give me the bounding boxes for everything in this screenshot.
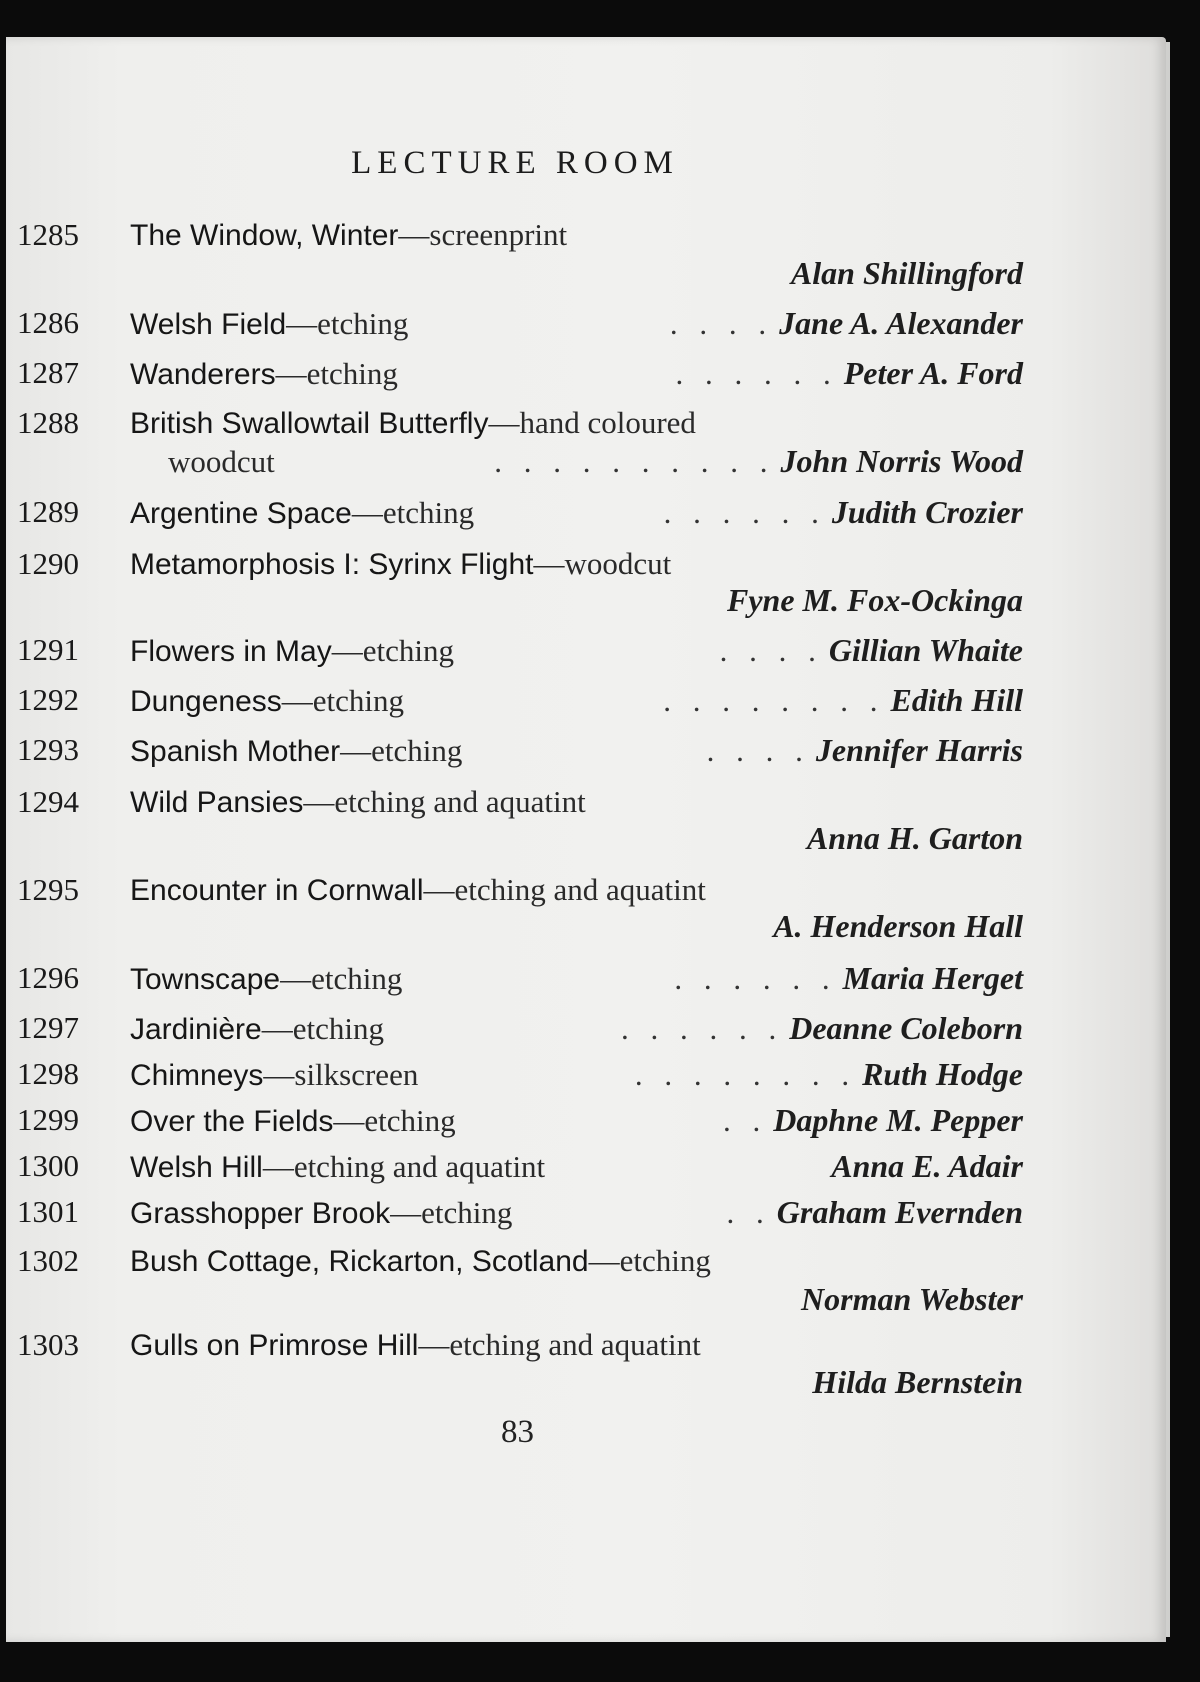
entry-number: 1296 bbox=[17, 960, 79, 995]
entry-artist: Peter A. Ford bbox=[843, 355, 1023, 391]
entry-number: 1285 bbox=[17, 217, 79, 252]
leader-dots: . . . . bbox=[719, 633, 823, 668]
leader-dots: . . . . bbox=[669, 306, 774, 341]
entry-title-line bbox=[130, 217, 1023, 253]
section-heading: LECTURE ROOM bbox=[351, 145, 679, 181]
entry-artist: Edith Hill bbox=[890, 682, 1023, 718]
entry-title: Dungeness bbox=[130, 685, 282, 718]
entry-title: Grasshopper Brook bbox=[130, 1197, 391, 1230]
entry-artist: Anna E. Adair bbox=[831, 1148, 1023, 1184]
entry-number: 1290 bbox=[17, 546, 79, 581]
entry-number: 1303 bbox=[17, 1327, 79, 1362]
entry-number: 1293 bbox=[17, 732, 79, 767]
entry-title: Wild Pansies bbox=[130, 786, 304, 819]
entry-title-line bbox=[130, 355, 1023, 392]
entry-medium: —woodcut bbox=[533, 546, 672, 581]
entry-title-line bbox=[130, 872, 1023, 908]
entry-medium: —etching bbox=[331, 633, 454, 668]
entry-title: Over the Fields bbox=[130, 1105, 334, 1138]
entry-medium: —etching and aquatint bbox=[262, 1149, 546, 1184]
entry-medium: —etching and aquatint bbox=[303, 784, 586, 819]
leader-dots: . . . . . . bbox=[675, 356, 838, 391]
entry-artist: Anna H. Garton bbox=[806, 820, 1023, 856]
leader-dots: . . . . . . . . bbox=[634, 1057, 857, 1092]
entry-title-line bbox=[130, 1148, 1023, 1185]
entry-title: Chimneys bbox=[130, 1059, 264, 1092]
entry-title-line bbox=[130, 305, 1023, 342]
entry-medium: —etching bbox=[390, 1195, 513, 1230]
entry-artist: Jennifer Harris bbox=[815, 732, 1023, 768]
entry-title-line bbox=[130, 494, 1023, 531]
entry-artist: Graham Evernden bbox=[776, 1194, 1023, 1230]
entry-artist: Daphne M. Pepper bbox=[773, 1102, 1023, 1138]
leader-dots: . . bbox=[726, 1195, 771, 1230]
entry-title-line bbox=[130, 1056, 1023, 1093]
entry-title: Welsh Hill bbox=[130, 1151, 263, 1184]
entry-medium: —etching and aquatint bbox=[418, 1327, 701, 1362]
entry-artist: Fyne M. Fox-Ockinga bbox=[727, 582, 1023, 618]
entry-medium: —etching bbox=[351, 495, 475, 530]
leader-dots: . . bbox=[722, 1103, 768, 1138]
entry-medium: —etching and aquatint bbox=[423, 872, 706, 907]
entry-title: Jardinière bbox=[130, 1013, 262, 1046]
entry-title: Spanish Mother bbox=[130, 735, 341, 768]
entry-number: 1291 bbox=[17, 632, 79, 667]
entry-medium: —silkscreen bbox=[263, 1057, 419, 1092]
entry-artist: A. Henderson Hall bbox=[773, 908, 1023, 944]
entry-title: British Swallowtail Butterfly bbox=[130, 407, 489, 440]
entry-title: Metamorphosis I: Syrinx Flight bbox=[130, 548, 534, 581]
entry-artist: Judith Crozier bbox=[831, 494, 1023, 530]
entry-number: 1298 bbox=[17, 1056, 79, 1091]
entry-continuation-line bbox=[168, 443, 1023, 480]
leader-dots: . . . . . . . . bbox=[663, 683, 885, 718]
entry-number: 1299 bbox=[17, 1102, 79, 1137]
entry-title-line bbox=[130, 682, 1023, 719]
entry-medium: —screenprint bbox=[398, 217, 568, 252]
entry-title-line bbox=[130, 1243, 1023, 1279]
entry-number: 1295 bbox=[17, 872, 79, 907]
entry-medium: —etching bbox=[588, 1243, 711, 1278]
entry-title: Encounter in Cornwall bbox=[130, 874, 424, 907]
entry-title-line bbox=[130, 1327, 1023, 1363]
entry-number: 1292 bbox=[17, 682, 79, 717]
entry-number: 1297 bbox=[17, 1010, 79, 1045]
entry-artist: Alan Shillingford bbox=[790, 255, 1023, 291]
entry-title: Gulls on Primrose Hill bbox=[130, 1329, 419, 1362]
entry-title-line bbox=[130, 1010, 1023, 1047]
entry-artist: Ruth Hodge bbox=[862, 1056, 1023, 1092]
leader-dots: . . . . . . bbox=[674, 961, 837, 996]
entry-artist: Maria Herget bbox=[842, 960, 1023, 996]
entry-title-line bbox=[130, 960, 1023, 997]
entry-medium: —etching bbox=[286, 306, 409, 341]
entry-medium: —etching bbox=[280, 961, 403, 996]
entry-title: Wanderers bbox=[130, 358, 276, 391]
entry-medium: —hand coloured bbox=[488, 405, 696, 440]
entry-title-line bbox=[130, 784, 1023, 820]
entry-artist: Hilda Bernstein bbox=[812, 1364, 1023, 1400]
entry-artist: Jane A. Alexander bbox=[779, 305, 1023, 341]
entry-number: 1300 bbox=[17, 1148, 79, 1183]
leader-dots: . . . . bbox=[706, 733, 810, 768]
entry-number: 1294 bbox=[17, 784, 79, 819]
entry-title: Argentine Space bbox=[130, 497, 352, 530]
entry-number: 1302 bbox=[17, 1243, 79, 1278]
entry-artist: Norman Webster bbox=[801, 1281, 1023, 1317]
entry-title: Welsh Field bbox=[130, 308, 287, 341]
entry-medium: —etching bbox=[275, 356, 398, 391]
entry-number: 1288 bbox=[17, 405, 79, 440]
entry-artist: Deanne Coleborn bbox=[789, 1010, 1023, 1046]
entry-title: The Window, Winter bbox=[130, 219, 399, 252]
leader-dots: . . . . . . bbox=[663, 495, 826, 530]
leader-dots: . . . . . . . . . . bbox=[494, 444, 775, 479]
entry-medium-continuation: woodcut bbox=[168, 444, 275, 479]
entry-number: 1301 bbox=[17, 1194, 79, 1229]
entry-title: Bush Cottage, Rickarton, Scotland bbox=[130, 1245, 589, 1278]
entry-medium: —etching bbox=[261, 1011, 384, 1046]
entry-title-line bbox=[130, 546, 1023, 582]
entry-number: 1289 bbox=[17, 494, 79, 529]
page-number: 83 bbox=[501, 1414, 534, 1450]
entry-title-line bbox=[130, 732, 1023, 769]
entry-title: Townscape bbox=[130, 963, 281, 996]
entry-title-line bbox=[130, 1194, 1023, 1231]
entry-artist: John Norris Wood bbox=[780, 443, 1023, 479]
entry-title-line bbox=[130, 1102, 1023, 1139]
entry-medium: —etching bbox=[281, 683, 405, 718]
entry-title-line bbox=[130, 405, 1023, 441]
entry-medium: —etching bbox=[333, 1103, 456, 1138]
entry-artist: Gillian Whaite bbox=[828, 632, 1023, 668]
entry-number: 1287 bbox=[17, 355, 79, 390]
entry-title-line bbox=[130, 632, 1023, 669]
entry-number: 1286 bbox=[17, 305, 79, 340]
entry-medium: —etching bbox=[340, 733, 463, 768]
leader-dots: . . . . . . bbox=[620, 1011, 784, 1046]
entry-title: Flowers in May bbox=[130, 635, 332, 668]
